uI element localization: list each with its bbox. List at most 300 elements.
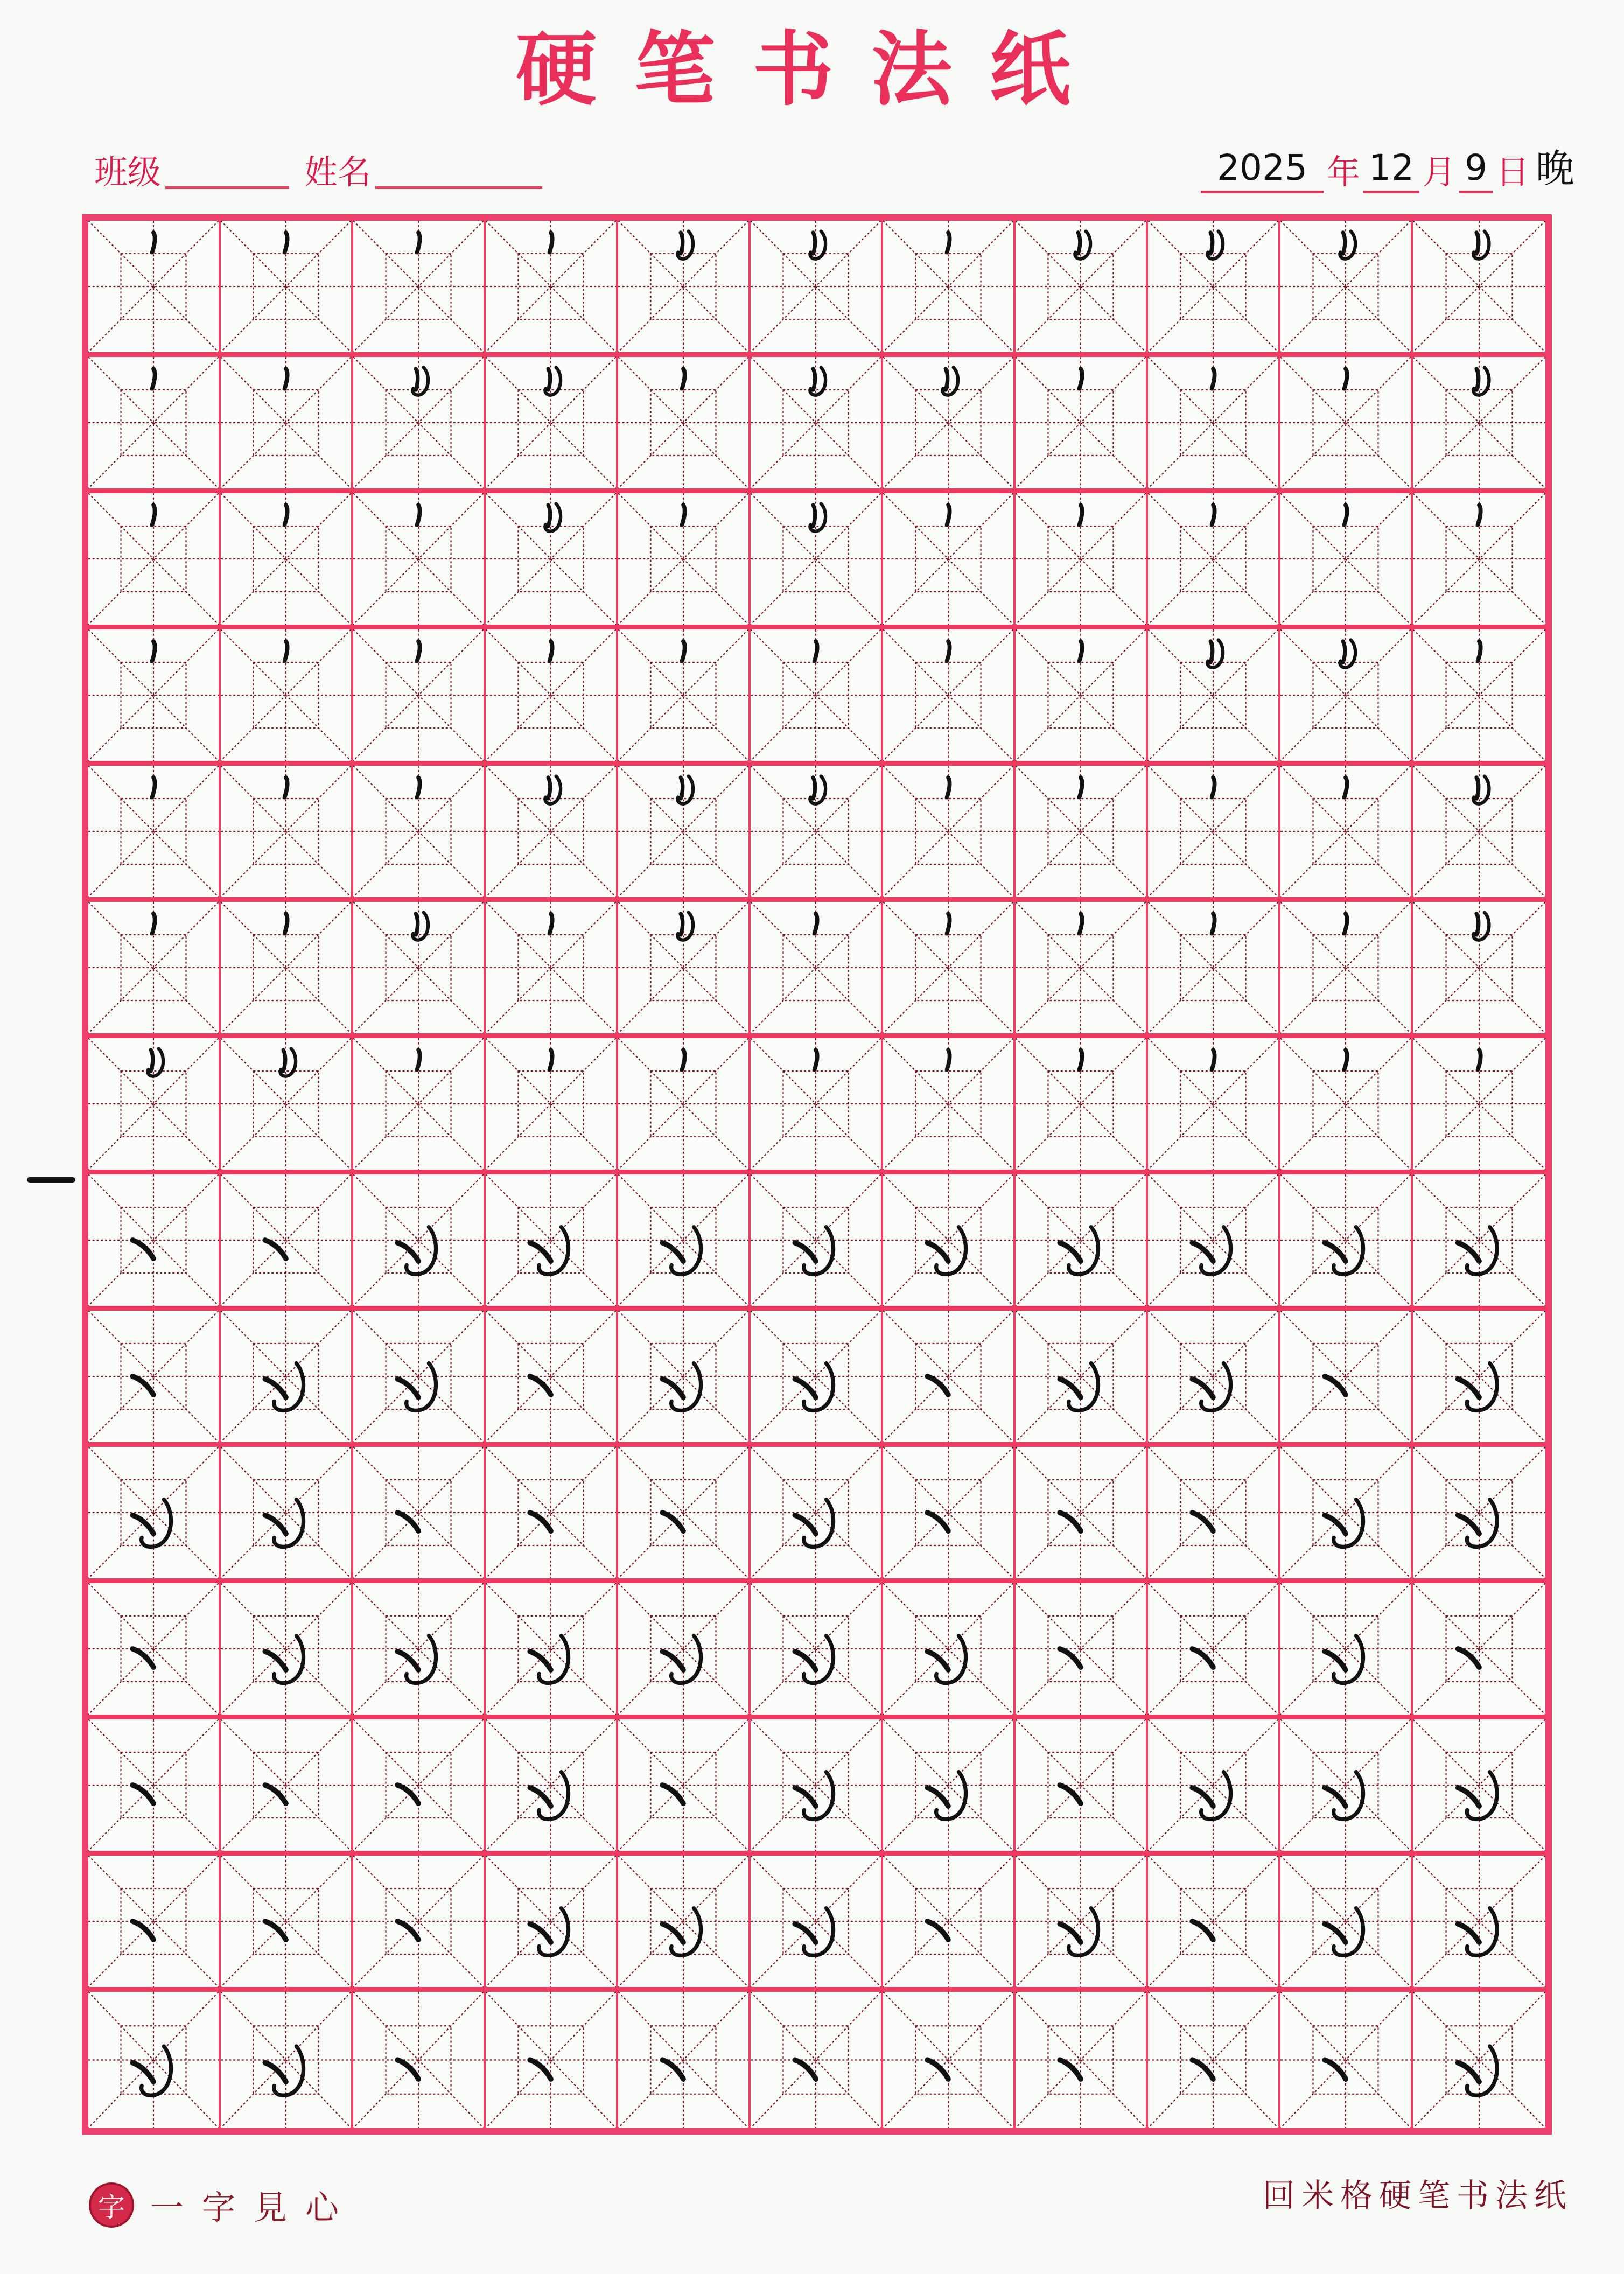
- practice-cell[interactable]: [221, 1856, 353, 1992]
- practice-cell[interactable]: [88, 221, 221, 357]
- curved-hook-stroke-icon: [1016, 1311, 1146, 1442]
- dot-stroke-icon: [618, 1719, 748, 1851]
- practice-cell[interactable]: [1280, 1038, 1413, 1174]
- practice-cell[interactable]: [1413, 1447, 1545, 1583]
- curved-hook-stroke-icon: [618, 1311, 748, 1442]
- practice-cell[interactable]: [486, 629, 618, 766]
- hook-stroke-icon: [1413, 357, 1545, 488]
- vertical-stroke-icon: [883, 221, 1013, 352]
- hook-stroke-icon: [221, 1038, 351, 1170]
- practice-cell[interactable]: [1016, 629, 1148, 766]
- hook-stroke-icon: [353, 357, 484, 488]
- dot-stroke-icon: [1280, 1311, 1411, 1442]
- dot-stroke-icon: [221, 1856, 351, 1987]
- vertical-stroke-icon: [221, 902, 351, 1033]
- curved-hook-stroke-icon: [751, 1719, 881, 1851]
- practice-cell[interactable]: [486, 1856, 618, 1992]
- dot-stroke-icon: [486, 1447, 616, 1578]
- dot-stroke-icon: [353, 1856, 484, 1987]
- practice-cell[interactable]: [88, 766, 221, 902]
- curved-hook-stroke-icon: [1016, 1856, 1146, 1987]
- practice-cell[interactable]: [1413, 1856, 1545, 1992]
- vertical-stroke-icon: [221, 357, 351, 488]
- hook-stroke-icon: [751, 766, 881, 897]
- curved-hook-stroke-icon: [1413, 1447, 1545, 1578]
- practice-cell[interactable]: [751, 357, 883, 493]
- practice-cell[interactable]: [88, 357, 221, 493]
- vertical-stroke-icon: [1280, 1038, 1411, 1170]
- practice-cell[interactable]: [883, 1038, 1016, 1174]
- practice-cell[interactable]: [1148, 1311, 1280, 1447]
- practice-cell[interactable]: [486, 1992, 618, 2128]
- practice-cell[interactable]: [353, 1311, 486, 1447]
- practice-cell[interactable]: [1148, 493, 1280, 629]
- curved-hook-stroke-icon: [88, 1992, 219, 2128]
- practice-cell[interactable]: [486, 766, 618, 902]
- practice-cell[interactable]: [1280, 1447, 1413, 1583]
- vertical-stroke-icon: [88, 766, 219, 897]
- curved-hook-stroke-icon: [1148, 1719, 1278, 1851]
- name-field[interactable]: [375, 159, 542, 189]
- vertical-stroke-icon: [751, 629, 881, 761]
- hook-stroke-icon: [751, 493, 881, 625]
- vertical-stroke-icon: [618, 629, 748, 761]
- vertical-stroke-icon: [883, 766, 1013, 897]
- class-field[interactable]: [165, 159, 289, 189]
- practice-cell[interactable]: [353, 1174, 486, 1311]
- dot-stroke-icon: [1016, 1583, 1146, 1715]
- hook-stroke-icon: [1413, 902, 1545, 1033]
- curved-hook-stroke-icon: [221, 1447, 351, 1578]
- practice-cell[interactable]: [1280, 493, 1413, 629]
- practice-cell[interactable]: [221, 1447, 353, 1583]
- curved-hook-stroke-icon: [1280, 1856, 1411, 1987]
- vertical-stroke-icon: [618, 493, 748, 625]
- hook-stroke-icon: [1016, 221, 1146, 352]
- curved-hook-stroke-icon: [1280, 1583, 1411, 1715]
- dot-stroke-icon: [353, 1992, 484, 2128]
- vertical-stroke-icon: [883, 629, 1013, 761]
- practice-cell[interactable]: [486, 493, 618, 629]
- practice-cell[interactable]: [486, 357, 618, 493]
- curved-hook-stroke-icon: [751, 1856, 881, 1987]
- curved-hook-stroke-icon: [618, 1856, 748, 1987]
- hook-stroke-icon: [1148, 221, 1278, 352]
- practice-cell[interactable]: [883, 902, 1016, 1038]
- practice-cell[interactable]: [883, 1856, 1016, 1992]
- vertical-stroke-icon: [1280, 766, 1411, 897]
- practice-cell[interactable]: [88, 493, 221, 629]
- hook-stroke-icon: [618, 902, 748, 1033]
- practice-cell[interactable]: [618, 1719, 751, 1856]
- curved-hook-stroke-icon: [88, 1447, 219, 1578]
- curved-hook-stroke-icon: [1148, 1174, 1278, 1306]
- practice-cell[interactable]: [1016, 221, 1148, 357]
- practice-cell[interactable]: [88, 1038, 221, 1174]
- time-of-day-note: 晚: [1536, 146, 1575, 191]
- practice-cell[interactable]: [1016, 1038, 1148, 1174]
- practice-cell[interactable]: [883, 357, 1016, 493]
- practice-cell[interactable]: [88, 1719, 221, 1856]
- practice-cell[interactable]: [1280, 1311, 1413, 1447]
- practice-cell[interactable]: [353, 1719, 486, 1856]
- curved-hook-stroke-icon: [221, 1992, 351, 2128]
- vertical-stroke-icon: [1413, 629, 1545, 761]
- date-line: [1201, 137, 1574, 193]
- dot-stroke-icon: [486, 1992, 616, 2128]
- vertical-stroke-icon: [353, 221, 484, 352]
- practice-cell[interactable]: [486, 1174, 618, 1311]
- practice-cell[interactable]: [1280, 902, 1413, 1038]
- practice-cell[interactable]: [883, 1447, 1016, 1583]
- student-fields: [94, 145, 557, 193]
- vertical-stroke-icon: [1280, 902, 1411, 1033]
- practice-cell[interactable]: [1016, 1447, 1148, 1583]
- vertical-stroke-icon: [221, 221, 351, 352]
- practice-cell[interactable]: [1016, 493, 1148, 629]
- practice-cell[interactable]: [751, 1583, 883, 1719]
- curved-hook-stroke-icon: [1413, 1719, 1545, 1851]
- practice-cell[interactable]: [751, 1174, 883, 1311]
- practice-cell[interactable]: [1016, 1719, 1148, 1856]
- practice-cell[interactable]: [1148, 1992, 1280, 2128]
- practice-cell[interactable]: [353, 1992, 486, 2128]
- dot-stroke-icon: [1148, 1447, 1278, 1578]
- practice-cell[interactable]: [751, 629, 883, 766]
- practice-cell[interactable]: [751, 902, 883, 1038]
- practice-cell[interactable]: [353, 766, 486, 902]
- practice-cell[interactable]: [486, 221, 618, 357]
- curved-hook-stroke-icon: [1413, 1311, 1545, 1442]
- practice-cell[interactable]: [1280, 1174, 1413, 1311]
- dot-stroke-icon: [88, 1719, 219, 1851]
- practice-cell[interactable]: [1413, 357, 1545, 493]
- hook-stroke-icon: [751, 221, 881, 352]
- practice-cell[interactable]: [1148, 1719, 1280, 1856]
- vertical-stroke-icon: [1413, 1038, 1545, 1170]
- practice-cell[interactable]: [221, 902, 353, 1038]
- practice-cell[interactable]: [88, 902, 221, 1038]
- practice-cell[interactable]: [883, 1583, 1016, 1719]
- dot-stroke-icon: [221, 1174, 351, 1306]
- practice-cell[interactable]: [618, 221, 751, 357]
- curved-hook-stroke-icon: [751, 1447, 881, 1578]
- practice-cell[interactable]: [1413, 1992, 1545, 2128]
- vertical-stroke-icon: [486, 902, 616, 1033]
- practice-cell[interactable]: [1280, 1719, 1413, 1856]
- dot-stroke-icon: [883, 1992, 1013, 2128]
- practice-cell[interactable]: [1280, 766, 1413, 902]
- practice-cell[interactable]: [1280, 221, 1413, 357]
- practice-cell[interactable]: [618, 357, 751, 493]
- hook-stroke-icon: [1280, 221, 1411, 352]
- practice-cell[interactable]: [883, 629, 1016, 766]
- practice-cell[interactable]: [1413, 1038, 1545, 1174]
- practice-cell[interactable]: [1148, 221, 1280, 357]
- curved-hook-stroke-icon: [751, 1174, 881, 1306]
- practice-cell[interactable]: [486, 902, 618, 1038]
- practice-cell[interactable]: [221, 1038, 353, 1174]
- practice-cell[interactable]: [883, 493, 1016, 629]
- curved-hook-stroke-icon: [883, 1174, 1013, 1306]
- vertical-stroke-icon: [1148, 766, 1278, 897]
- practice-cell[interactable]: [1148, 1447, 1280, 1583]
- hook-stroke-icon: [486, 766, 616, 897]
- practice-cell[interactable]: [353, 1447, 486, 1583]
- practice-cell[interactable]: [751, 1038, 883, 1174]
- dot-stroke-icon: [751, 1992, 881, 2128]
- dot-stroke-icon: [88, 1174, 219, 1306]
- vertical-stroke-icon: [353, 1038, 484, 1170]
- practice-cell[interactable]: [883, 766, 1016, 902]
- practice-cell[interactable]: [618, 1447, 751, 1583]
- practice-cell[interactable]: [88, 1174, 221, 1311]
- brand-slogan: 一字見心: [150, 2188, 358, 2227]
- practice-cell[interactable]: [88, 1856, 221, 1992]
- practice-cell[interactable]: [1148, 766, 1280, 902]
- vertical-stroke-icon: [1016, 902, 1146, 1033]
- vertical-stroke-icon: [1016, 357, 1146, 488]
- practice-cell[interactable]: [1016, 1992, 1148, 2128]
- practice-cell[interactable]: [88, 1992, 221, 2128]
- practice-cell[interactable]: [618, 902, 751, 1038]
- dot-stroke-icon: [1016, 1992, 1146, 2128]
- practice-cell[interactable]: [221, 1583, 353, 1719]
- practice-cell[interactable]: [353, 1038, 486, 1174]
- practice-cell[interactable]: [751, 1719, 883, 1856]
- vertical-stroke-icon: [353, 493, 484, 625]
- seal-icon: 字: [89, 2182, 134, 2228]
- practice-cell[interactable]: [618, 766, 751, 902]
- dot-stroke-icon: [353, 1719, 484, 1851]
- dot-stroke-icon: [1148, 1583, 1278, 1715]
- curved-hook-stroke-icon: [883, 1583, 1013, 1715]
- practice-cell[interactable]: [1413, 221, 1545, 357]
- practice-cell[interactable]: [221, 1311, 353, 1447]
- year-field[interactable]: 2025: [1201, 147, 1324, 193]
- practice-cell[interactable]: [221, 357, 353, 493]
- practice-cell[interactable]: [1280, 1856, 1413, 1992]
- practice-grid: [82, 214, 1552, 2135]
- practice-cell[interactable]: [88, 629, 221, 766]
- practice-cell[interactable]: [1148, 1856, 1280, 1992]
- vertical-stroke-icon: [1148, 357, 1278, 488]
- practice-cell[interactable]: [618, 1174, 751, 1311]
- dot-stroke-icon: [883, 1311, 1013, 1442]
- practice-cell[interactable]: [1148, 1583, 1280, 1719]
- curved-hook-stroke-icon: [486, 1856, 616, 1987]
- practice-cell[interactable]: [221, 629, 353, 766]
- practice-cell[interactable]: [353, 221, 486, 357]
- dot-stroke-icon: [618, 1992, 748, 2128]
- practice-cell[interactable]: [1016, 1311, 1148, 1447]
- vertical-stroke-icon: [1016, 766, 1146, 897]
- practice-cell[interactable]: [353, 902, 486, 1038]
- dot-stroke-icon: [88, 1311, 219, 1442]
- practice-cell[interactable]: [353, 493, 486, 629]
- curved-hook-stroke-icon: [1413, 1856, 1545, 1987]
- vertical-stroke-icon: [353, 629, 484, 761]
- practice-cell[interactable]: [1413, 493, 1545, 629]
- practice-cell[interactable]: [751, 221, 883, 357]
- practice-cell[interactable]: [883, 1311, 1016, 1447]
- vertical-stroke-icon: [221, 629, 351, 761]
- day-field[interactable]: 9: [1459, 147, 1493, 193]
- vertical-stroke-icon: [88, 221, 219, 352]
- hook-stroke-icon: [88, 1038, 219, 1170]
- vertical-stroke-icon: [618, 1038, 748, 1170]
- practice-cell[interactable]: [618, 1583, 751, 1719]
- practice-cell[interactable]: [1148, 1174, 1280, 1311]
- practice-cell[interactable]: [618, 1856, 751, 1992]
- vertical-stroke-icon: [486, 629, 616, 761]
- curved-hook-stroke-icon: [883, 1719, 1013, 1851]
- practice-cell[interactable]: [883, 1174, 1016, 1311]
- hook-stroke-icon: [486, 493, 616, 625]
- curved-hook-stroke-icon: [618, 1583, 748, 1715]
- curved-hook-stroke-icon: [1280, 1719, 1411, 1851]
- curved-hook-stroke-icon: [353, 1311, 484, 1442]
- vertical-stroke-icon: [88, 357, 219, 488]
- vertical-stroke-icon: [1016, 493, 1146, 625]
- curved-hook-stroke-icon: [486, 1719, 616, 1851]
- dot-stroke-icon: [1413, 1583, 1545, 1715]
- vertical-stroke-icon: [1413, 493, 1545, 625]
- practice-cell[interactable]: [1016, 1583, 1148, 1719]
- curved-hook-stroke-icon: [618, 1174, 748, 1306]
- month-field[interactable]: 12: [1363, 147, 1419, 193]
- vertical-stroke-icon: [88, 902, 219, 1033]
- practice-cell[interactable]: [486, 1038, 618, 1174]
- practice-cell[interactable]: [88, 1583, 221, 1719]
- practice-cell[interactable]: [618, 629, 751, 766]
- practice-cell[interactable]: [751, 1311, 883, 1447]
- name-label: 姓名: [304, 152, 372, 192]
- dot-stroke-icon: [88, 1583, 219, 1715]
- vertical-stroke-icon: [88, 629, 219, 761]
- hook-stroke-icon: [1280, 629, 1411, 761]
- vertical-stroke-icon: [1148, 493, 1278, 625]
- dot-stroke-icon: [1148, 1856, 1278, 1987]
- curved-hook-stroke-icon: [751, 1583, 881, 1715]
- practice-cell[interactable]: [353, 1583, 486, 1719]
- practice-cell[interactable]: [751, 1447, 883, 1583]
- practice-cell[interactable]: [1413, 1174, 1545, 1311]
- vertical-stroke-icon: [883, 493, 1013, 625]
- vertical-stroke-icon: [618, 357, 748, 488]
- practice-cell[interactable]: [221, 493, 353, 629]
- vertical-stroke-icon: [751, 1038, 881, 1170]
- brand-logo: [89, 2181, 357, 2229]
- practice-cell[interactable]: [883, 221, 1016, 357]
- practice-cell[interactable]: [353, 1856, 486, 1992]
- paper-type-label: 回米格硬笔书法纸: [1263, 2177, 1573, 2215]
- practice-cell[interactable]: [486, 1447, 618, 1583]
- practice-cell[interactable]: [751, 766, 883, 902]
- vertical-stroke-icon: [1148, 902, 1278, 1033]
- hook-stroke-icon: [1148, 629, 1278, 761]
- practice-cell[interactable]: [486, 1719, 618, 1856]
- practice-cell[interactable]: [486, 1583, 618, 1719]
- hook-stroke-icon: [883, 357, 1013, 488]
- practice-cell[interactable]: [1148, 357, 1280, 493]
- practice-cell[interactable]: [1016, 766, 1148, 902]
- practice-cell[interactable]: [221, 1992, 353, 2128]
- dot-stroke-icon: [1148, 1992, 1278, 2128]
- practice-cell[interactable]: [88, 1447, 221, 1583]
- vertical-stroke-icon: [221, 493, 351, 625]
- practice-cell[interactable]: [1016, 357, 1148, 493]
- practice-cell[interactable]: [618, 1311, 751, 1447]
- vertical-stroke-icon: [1148, 1038, 1278, 1170]
- hook-stroke-icon: [486, 357, 616, 488]
- practice-cell[interactable]: [353, 629, 486, 766]
- dot-stroke-icon: [1016, 1719, 1146, 1851]
- practice-cell[interactable]: [221, 766, 353, 902]
- hook-stroke-icon: [751, 357, 881, 488]
- practice-cell[interactable]: [1148, 629, 1280, 766]
- practice-cell[interactable]: [1413, 1583, 1545, 1719]
- hook-stroke-icon: [618, 221, 748, 352]
- practice-cell[interactable]: [883, 1719, 1016, 1856]
- hook-stroke-icon: [353, 902, 484, 1033]
- practice-cell[interactable]: [88, 1311, 221, 1447]
- practice-cell[interactable]: [221, 1174, 353, 1311]
- year-label: 年: [1326, 152, 1360, 192]
- practice-cell[interactable]: [353, 357, 486, 493]
- practice-cell[interactable]: [1016, 1856, 1148, 1992]
- vertical-stroke-icon: [1280, 493, 1411, 625]
- practice-cell[interactable]: [1148, 1038, 1280, 1174]
- curved-hook-stroke-icon: [486, 1583, 616, 1715]
- practice-cell[interactable]: [1413, 1311, 1545, 1447]
- practice-cell[interactable]: [1280, 1583, 1413, 1719]
- practice-cell[interactable]: [618, 1038, 751, 1174]
- curved-hook-stroke-icon: [353, 1174, 484, 1306]
- practice-cell[interactable]: [1413, 629, 1545, 766]
- dot-stroke-icon: [486, 1311, 616, 1442]
- practice-cell[interactable]: [1413, 1719, 1545, 1856]
- practice-cell[interactable]: [486, 1311, 618, 1447]
- dot-stroke-icon: [618, 1447, 748, 1578]
- curved-hook-stroke-icon: [1280, 1447, 1411, 1578]
- practice-cell[interactable]: [1280, 629, 1413, 766]
- practice-cell[interactable]: [1016, 902, 1148, 1038]
- practice-cell[interactable]: [751, 1992, 883, 2128]
- vertical-stroke-icon: [221, 766, 351, 897]
- curved-hook-stroke-icon: [751, 1311, 881, 1442]
- practice-cell[interactable]: [618, 1992, 751, 2128]
- practice-cell[interactable]: [751, 1856, 883, 1992]
- practice-cell[interactable]: [751, 493, 883, 629]
- practice-cell[interactable]: [883, 1992, 1016, 2128]
- practice-cell[interactable]: [221, 221, 353, 357]
- practice-cell[interactable]: [1016, 1174, 1148, 1311]
- practice-cell[interactable]: [1280, 357, 1413, 493]
- practice-cell[interactable]: [618, 493, 751, 629]
- dot-stroke-icon: [1016, 1447, 1146, 1578]
- vertical-stroke-icon: [88, 493, 219, 625]
- practice-cell[interactable]: [1280, 1992, 1413, 2128]
- practice-cell[interactable]: [221, 1719, 353, 1856]
- dot-stroke-icon: [1280, 1992, 1411, 2128]
- practice-cell[interactable]: [1413, 902, 1545, 1038]
- dot-stroke-icon: [88, 1856, 219, 1987]
- vertical-stroke-icon: [1016, 1038, 1146, 1170]
- practice-cell[interactable]: [1413, 766, 1545, 902]
- practice-cell[interactable]: [1148, 902, 1280, 1038]
- vertical-stroke-icon: [1016, 629, 1146, 761]
